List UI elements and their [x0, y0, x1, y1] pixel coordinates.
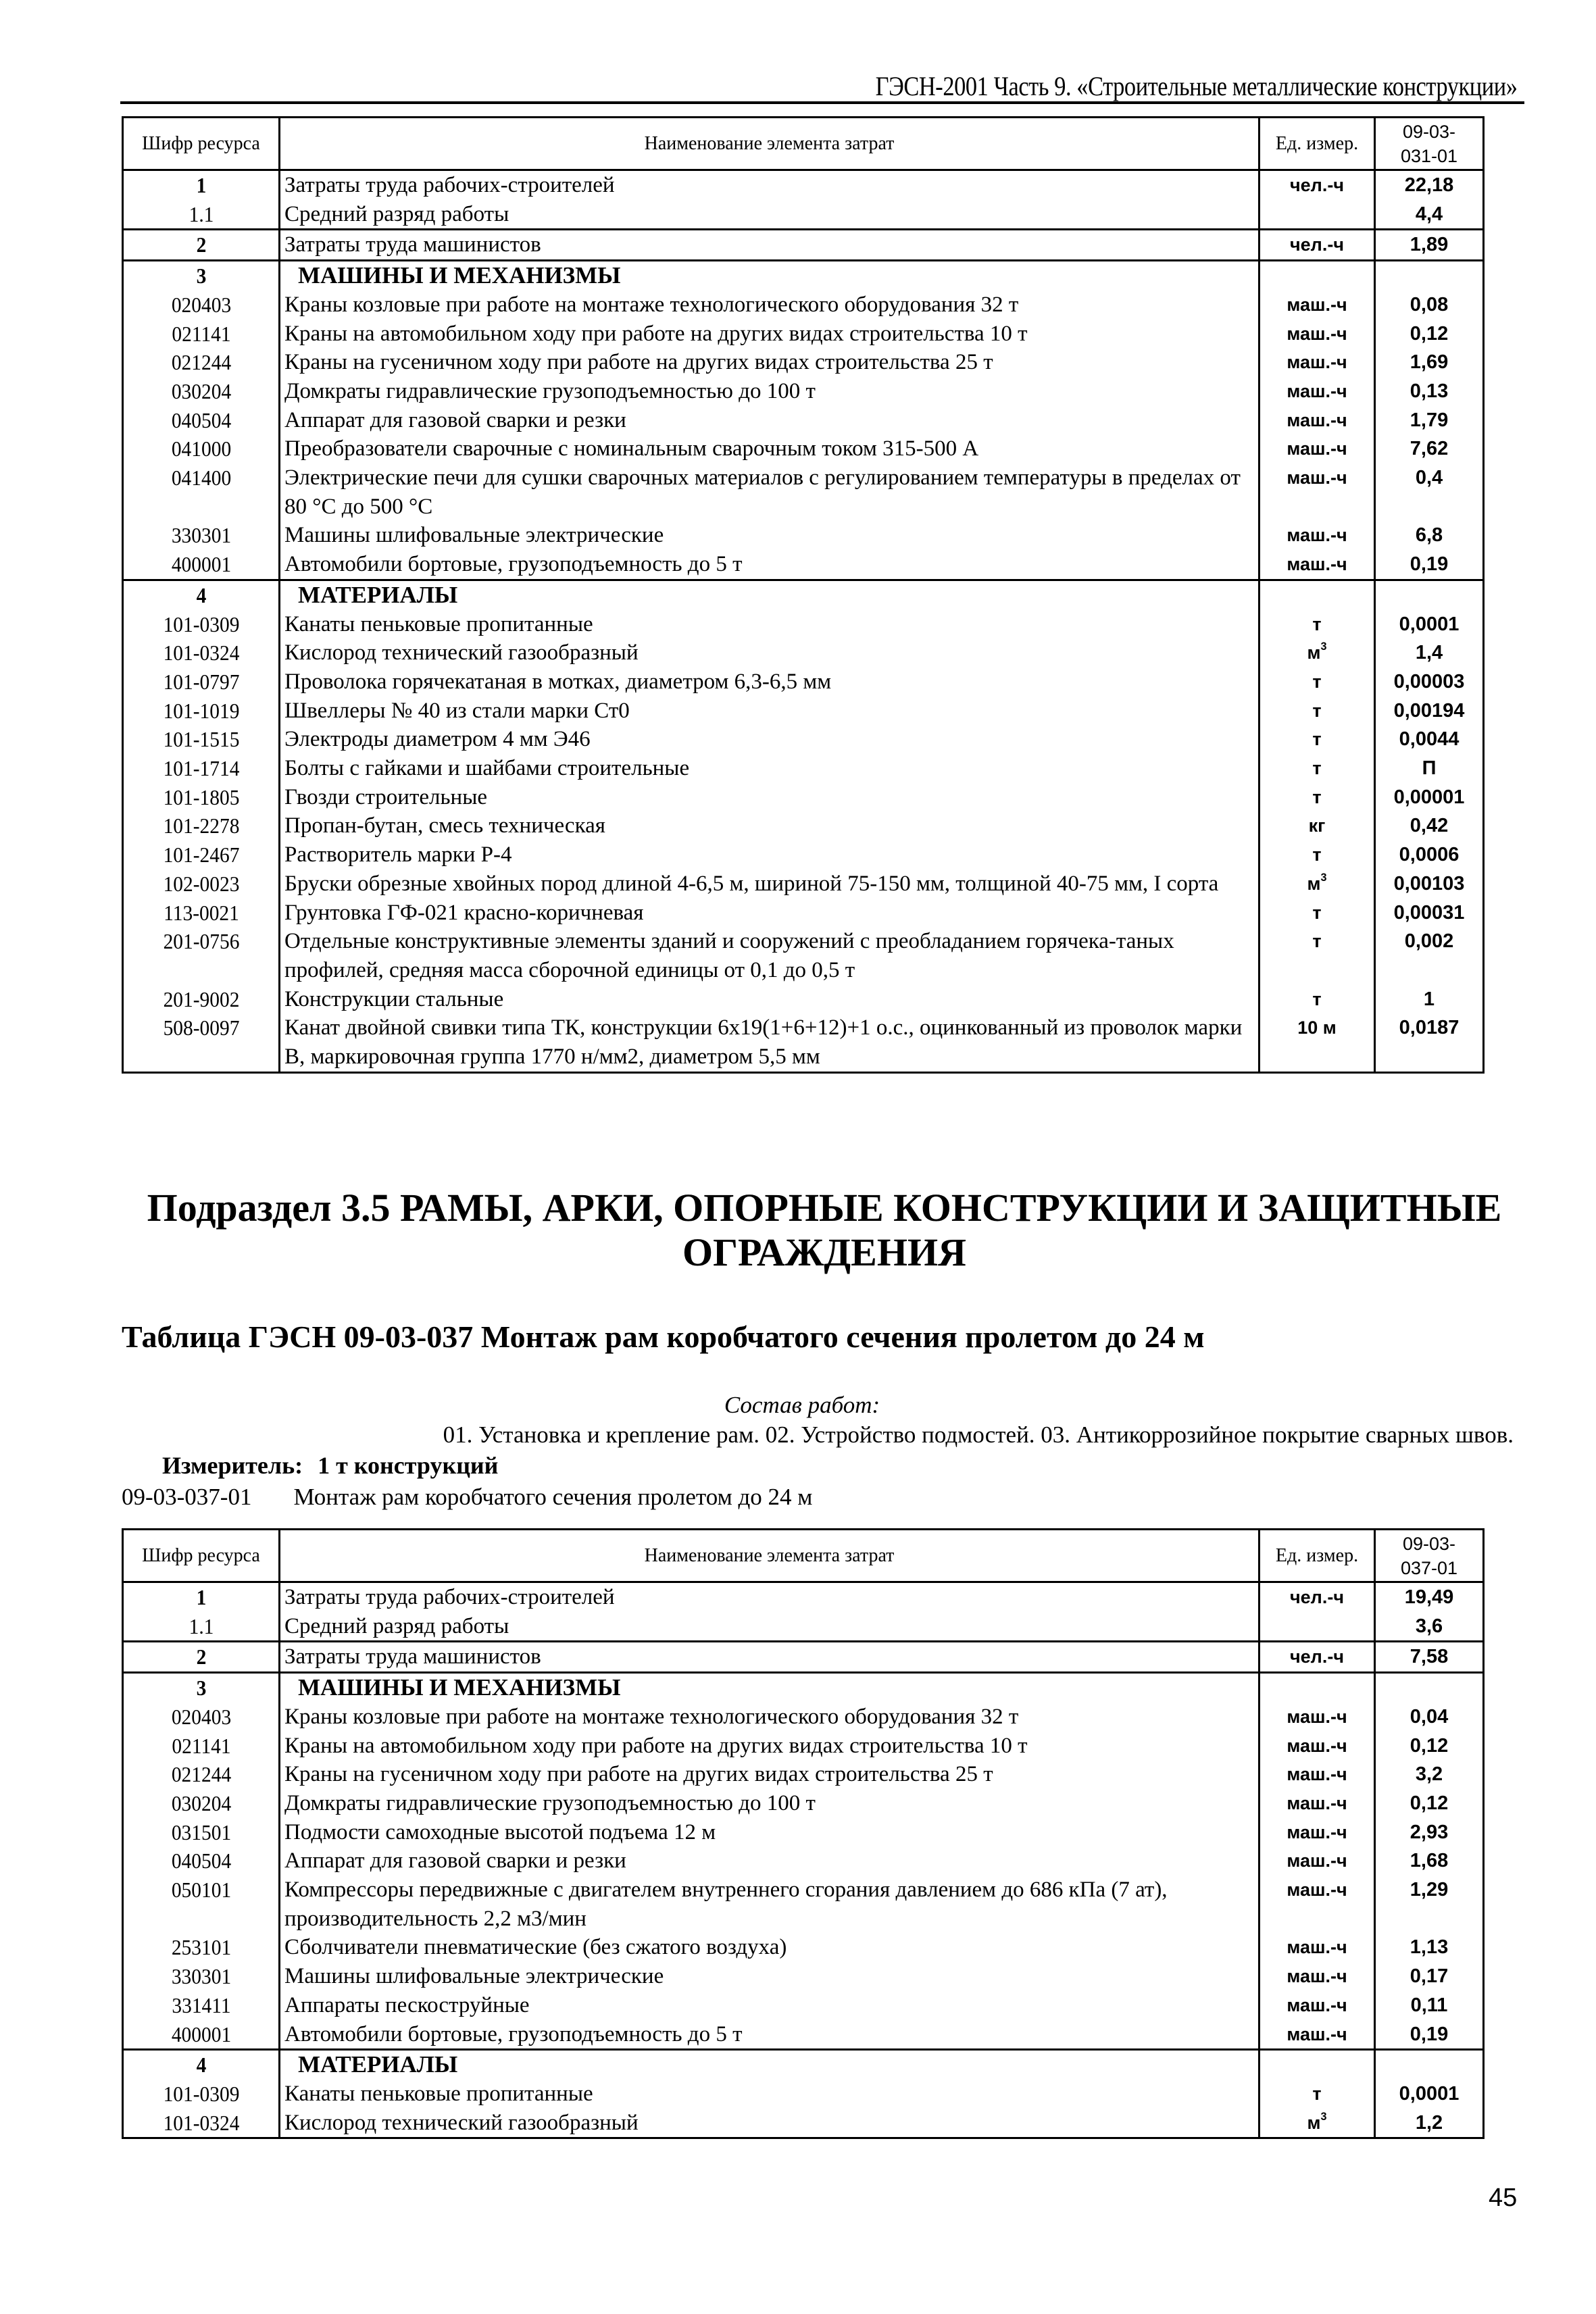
table-row: 101-2467 Растворитель марки Р-4 т 0,0006	[123, 840, 1484, 870]
table-row: 102-0023 Бруски обрезные хвойных пород длиной 4-6,5 м, шириной 75-150 мм, толщиной 40-75 мм, I сорта $м^3$ 0,00103	[123, 870, 1484, 899]
table-row: 1.1 Средний разряд работы 3,6	[123, 1612, 1484, 1642]
section-row-machines: 3 МАШИНЫ И МЕХАНИЗМЫ	[123, 261, 1484, 291]
table-row: 040504 Аппарат для газовой сварки и резки маш.-ч 1,68	[123, 1846, 1484, 1876]
table-row: 330301 Машины шлифовальные электрические маш.-ч 6,8	[123, 521, 1484, 550]
table-row: 113-0021 Грунтовка ГФ-021 красно-коричневая т 0,00031	[123, 899, 1484, 928]
header-name: Наименование элемента затрат	[280, 118, 1260, 170]
table-row: 330301 Машины шлифовальные электрические маш.-ч 0,17	[123, 1962, 1484, 1991]
table-row: 020403 Краны козловые при работе на монтаже технологического оборудования 32 т маш.-ч 0,08	[123, 291, 1484, 320]
table-row: 021141 Краны на автомобильном ходу при работе на других видах строительства 10 т маш.-ч 0,12	[123, 320, 1484, 349]
table-row: 041400 Электрические печи для сушки сварочных материалов с регулированием температуры в пределах от 80 °С до 500 °С маш.-ч 0,4	[123, 463, 1484, 521]
meter-label: Измеритель:	[162, 1452, 303, 1479]
table-row: 101-0309 Канаты пеньковые пропитанные т 0,0001	[123, 610, 1484, 639]
works-text: 01. Установка и крепление рам. 02. Устройство подмостей. 03. Антикоррозийное покрытие сварных швов.	[443, 1422, 1514, 1448]
unit-cubic-meter: $м^3$	[1260, 638, 1375, 668]
norm-line	[122, 1484, 812, 1511]
table-row: 021141 Краны на автомобильном ходу при работе на других видах строительства 10 т маш.-ч 0,12	[123, 1732, 1484, 1761]
table-row: 031501 Подмости самоходные высотой подъема 12 м маш.-ч 2,93	[123, 1818, 1484, 1847]
resource-table-037	[122, 1528, 1485, 2139]
page-number: 45	[1489, 2184, 1518, 2212]
header-code: Шифр ресурса	[123, 118, 280, 170]
meter-value: 1 т конструкций	[318, 1452, 499, 1479]
table-row: 040504 Аппарат для газовой сварки и резки маш.-ч 1,79	[123, 406, 1484, 435]
table-row: 030204 Домкраты гидравлические грузоподъемностью до 100 т маш.-ч 0,13	[123, 377, 1484, 406]
table-row: 101-0324 Кислород технический газообразный $м^3$ 1,4	[123, 638, 1484, 668]
running-head: ГЭСН-2001 Часть 9. «Строительные металлические конструкции»	[875, 71, 1517, 101]
table-row: 101-1019 Швеллеры № 40 из стали марки Ст0 т 0,00194	[123, 697, 1484, 726]
table-row: 101-1515 Электроды диаметром 4 мм Э46 т 0,0044	[123, 725, 1484, 754]
unit-cubic-meter: $м^3$	[1260, 870, 1375, 899]
table-row: 101-1714 Болты с гайками и шайбами строительные т П	[123, 754, 1484, 783]
header-unit: Ед. измер.	[1260, 1530, 1375, 1582]
subsection-title: Подраздел 3.5 РАМЫ, АРКИ, ОПОРНЫЕ КОНСТРУКЦИИ И ЗАЩИТНЫЕ ОГРАЖДЕНИЯ	[147, 1186, 1502, 1274]
table-row: 253101 Сболчиватели пневматические (без сжатого воздуха) маш.-ч 1,13	[123, 1933, 1484, 1962]
table-row: 400001 Автомобили бортовые, грузоподъемность до 5 т маш.-ч 0,19	[123, 2020, 1484, 2050]
table-row: 020403 Краны козловые при работе на монтаже технологического оборудования 32 т маш.-ч 0,04	[123, 1703, 1484, 1732]
table-title: Таблица ГЭСН 09-03-037 Монтаж рам коробчатого сечения пролетом до 24 м	[122, 1319, 1205, 1354]
header-norm-code: 09-03- 037-01	[1375, 1530, 1484, 1582]
table-row: 021244 Краны на гусеничном ходу при работе на других видах строительства 25 т маш.-ч 1,69	[123, 348, 1484, 377]
table-row: 201-0756 Отдельные конструктивные элементы зданий и сооружений с преобладанием горячека-таных профилей, средняя масса сборочной единицы от 0,1 до 0,5 т т 0,002	[123, 927, 1484, 984]
section-row-machines: 3 МАШИНЫ И МЕХАНИЗМЫ	[123, 1673, 1484, 1703]
table-row: 201-9002 Конструкции стальные т 1	[123, 985, 1484, 1014]
header-unit: Ед. измер.	[1260, 118, 1375, 170]
table-row: 508-0097 Канат двойной свивки типа ТК, конструкции 6х19(1+6+12)+1 о.с., оцинкованный из проволок марки В, маркировочная группа 1770 н/мм2, диаметром 5,5 мм 10 м 0,0187	[123, 1013, 1484, 1072]
table-row: 101-1805 Гвозди строительные т 0,00001	[123, 783, 1484, 812]
table-row: 2 Затраты труда машинистов чел.-ч 7,58	[123, 1642, 1484, 1673]
table-row: 050101 Компрессоры передвижные с двигателем внутреннего сгорания давлением до 686 кПа (7 ат), производительность 2,2 м3/мин маш.-ч 1,29	[123, 1876, 1484, 1933]
table-row: 1 Затраты труда рабочих-строителей чел.-ч 19,49	[123, 1582, 1484, 1612]
table-row: 400001 Автомобили бортовые, грузоподъемность до 5 т маш.-ч 0,19	[123, 550, 1484, 580]
norm-name: Монтаж рам коробчатого сечения пролетом до 24 м	[293, 1484, 813, 1510]
meter	[162, 1451, 498, 1480]
table-row: 2 Затраты труда машинистов чел.-ч 1,89	[123, 230, 1484, 261]
table-row: 101-0797 Проволока горячекатаная в мотках, диаметром 6,3-6,5 мм т 0,00003	[123, 668, 1484, 697]
header-rule	[120, 101, 1524, 104]
table-row: 1.1 Средний разряд работы 4,4	[123, 200, 1484, 230]
unit-cubic-meter: $м^3$	[1260, 2109, 1375, 2138]
table-row: 1 Затраты труда рабочих-строителей чел.-ч 22,18	[123, 170, 1484, 200]
works-label: Состав работ:	[724, 1392, 880, 1418]
table-row: 021244 Краны на гусеничном ходу при работе на других видах строительства 25 т маш.-ч 3,2	[123, 1760, 1484, 1789]
header-norm-code: 09-03- 031-01	[1375, 118, 1484, 170]
section-row-materials: 4 МАТЕРИАЛЫ	[123, 580, 1484, 609]
table-row: 041000 Преобразователи сварочные с номинальным сварочным током 315-500 А маш.-ч 7,62	[123, 434, 1484, 463]
header-name: Наименование элемента затрат	[280, 1530, 1260, 1582]
table-row: 101-0324 Кислород технический газообразный $м^3$ 1,2	[123, 2109, 1484, 2138]
norm-code: 09-03-037-01	[122, 1484, 252, 1510]
table-row: 030204 Домкраты гидравлические грузоподъемностью до 100 т маш.-ч 0,12	[123, 1789, 1484, 1818]
header-code: Шифр ресурса	[123, 1530, 280, 1582]
section-row-materials: 4 МАТЕРИАЛЫ	[123, 2050, 1484, 2080]
table-row: 331411 Аппараты пескоструйные маш.-ч 0,11	[123, 1991, 1484, 2020]
table-row: 101-0309 Канаты пеньковые пропитанные т 0,0001	[123, 2080, 1484, 2109]
resource-table-031	[122, 116, 1485, 1074]
table-row: 101-2278 Пропан-бутан, смесь техническая кг 0,42	[123, 811, 1484, 840]
